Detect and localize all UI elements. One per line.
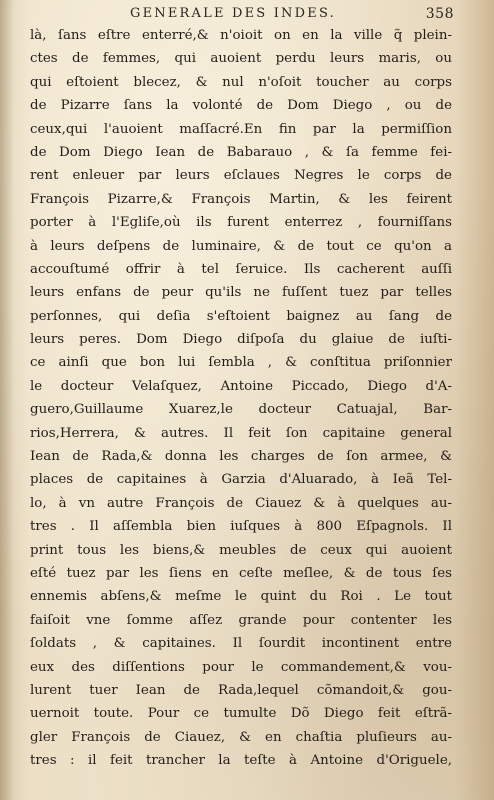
text-line: gler François de Ciauez, & en chaſtia pluſieurs au- <box>30 729 452 745</box>
running-head <box>30 6 454 26</box>
text-line: ſoldats , & capitaines. Il ſourdit incontinent entre <box>30 636 452 652</box>
text-line: ce ainſi que bon lui ſembla , & conſtitua priſonnier <box>30 355 452 371</box>
text-line: leurs peres. Dom Diego diſpoſa du glaiue de iuſti- <box>30 332 452 348</box>
text-line: tres : il feit trancher la teſte à Antoine d'Origuele, <box>30 753 452 769</box>
text-line: uernoit toute. Pour ce tumulte Dõ Diego feit eſtrã- <box>30 706 452 722</box>
page-number: 358 <box>425 6 454 22</box>
text-line: print tous les biens,& meubles de ceux qui auoient <box>30 542 452 558</box>
text-line: Iean de Rada,& donna les charges de ſon armee, & <box>30 449 452 465</box>
text-line: là, ſans eſtre enterré,& n'oioit on en la ville q̃ plein- <box>30 28 452 43</box>
text-line: qui eſtoient blecez, & nul n'oſoit toucher au corps <box>30 74 452 90</box>
text-line: tres . Il aſſembla bien iuſques à 800 Eſpagnols. Il <box>30 519 452 535</box>
text-line: eux des diſſentions pour le commandement,& vou- <box>30 659 452 675</box>
text-line: le docteur Velaſquez, Antoine Piccado, Diego d'A- <box>30 378 452 394</box>
text-line: faiſoit vne ſomme aſſez grande pour contenter les <box>30 612 452 628</box>
text-line: places de capitaines à Garzia d'Aluarado, à Ieã Tel- <box>30 472 452 488</box>
text-line: lurent tuer Iean de Rada,lequel cõmandoit,& gou- <box>30 682 452 698</box>
text-line: eſté tuez par les ſiens en ceſte meſlee, & de tous ſes <box>30 565 452 581</box>
text-line: ceux,qui l'auoient maſſacré.En fin par la permiſſion <box>30 121 452 137</box>
body-text <box>30 24 452 773</box>
text-line: guero,Guillaume Xuarez,le docteur Catuajal, Bar- <box>30 402 452 418</box>
text-line: leurs enfans de peur qu'ils ne fuſſent tuez par telles <box>30 285 452 301</box>
text-line: de Dom Diego Iean de Babarauo , & ſa femme fei- <box>30 144 452 160</box>
text-line: perſonnes, qui deſia s'eſtoient baignez au ſang de <box>30 308 452 324</box>
text-line: à leurs deſpens de luminaire, & de tout ce qu'on a <box>30 238 452 254</box>
text-line: ennemis abſens,& meſme le quint du Roi . Le tout <box>30 589 452 605</box>
text-line: porter à l'Egliſe,où ils furent enterrez , fourniſſans <box>30 215 452 231</box>
text-line: ctes de femmes, qui auoient perdu leurs maris, ou <box>30 51 452 67</box>
text-line: rios,Herrera, & autres. Il feit ſon capitaine general <box>30 425 452 441</box>
text-line: rent enleuer par leurs eſclaues Negres le corps de <box>30 168 452 184</box>
text-line: lo, à vn autre François de Ciauez & à quelques au- <box>30 495 452 511</box>
running-title: GENERALE DES INDES. <box>130 6 336 21</box>
text-line: de Pizarre ſans la volonté de Dom Diego , ou de <box>30 98 452 114</box>
text-line: François Pizarre,& François Martin, & les feirent <box>30 191 452 207</box>
text-line: accouſtumé offrir à tel ſeruice. Ils cacherent auſſi <box>30 261 452 277</box>
